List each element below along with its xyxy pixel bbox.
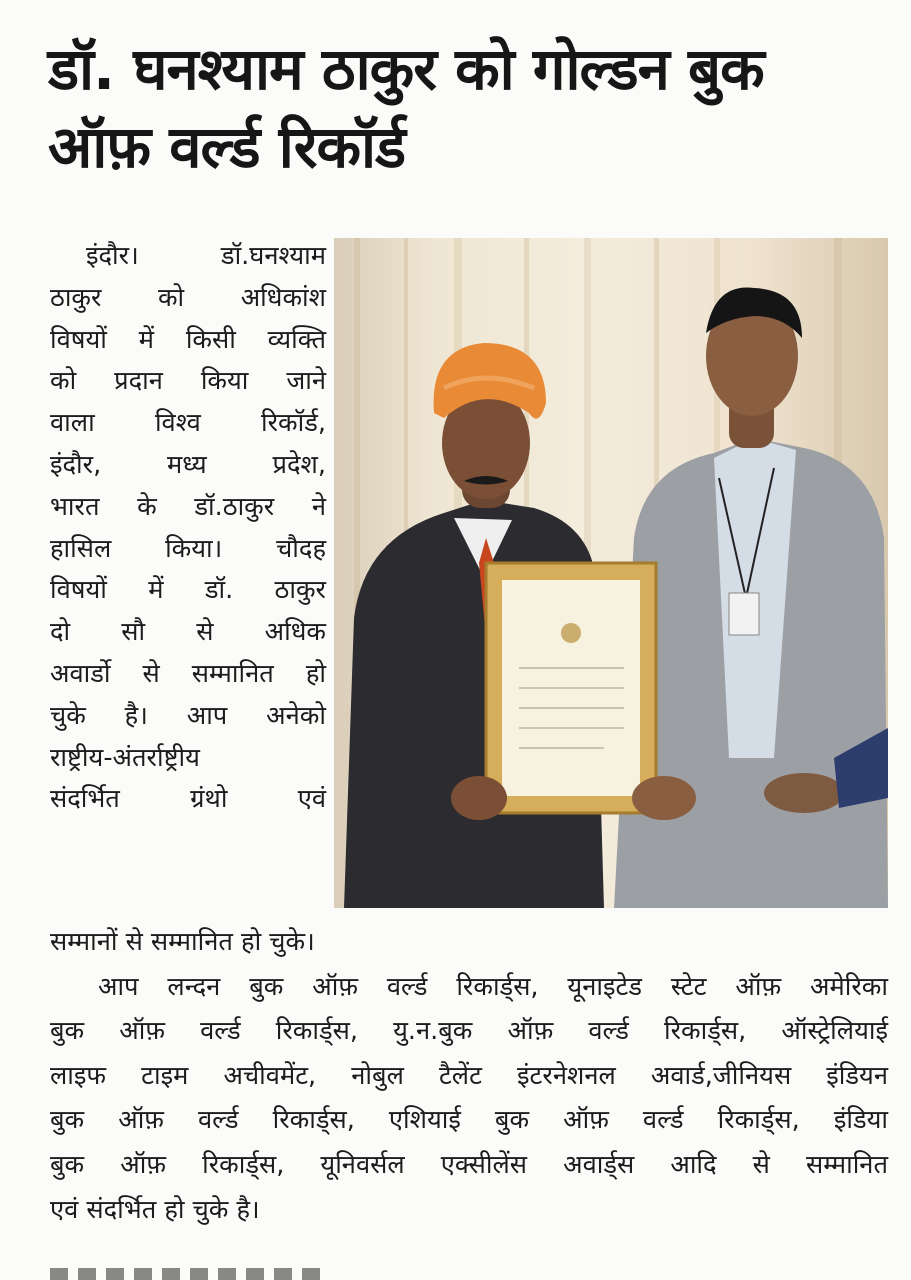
right-man-hand — [632, 776, 696, 820]
text-line: इंदौर। डॉ.घनश्याम — [86, 241, 326, 271]
id-card — [729, 593, 759, 635]
text-line: अवार्डो से सम्मानित हो — [50, 658, 326, 689]
award-ceremony-illustration — [334, 238, 888, 908]
text-line: इंदौर, मध्य प्रदेश, — [50, 449, 326, 480]
text-line: बुक ऑफ़ वर्ल्ड रिकार्ड्स, यु.न.बुक ऑफ़ वर्ल्ड रिकार्ड्स, ऑस्ट्रेलियाई — [50, 1016, 888, 1047]
text-line: को प्रदान किया जाने — [50, 366, 326, 397]
text-line: हासिल किया। चौदह — [50, 533, 326, 564]
text-line: संदर्भित ग्रंथो एवं — [50, 784, 326, 815]
text-line: लाइफ टाइम अचीवमेंट, नोबुल टैलेंट इंटरनेशनल अवार्ड,जीनियस इंडियन — [50, 1060, 888, 1091]
headline-line: डॉ. घनश्याम ठाकुर को गोल्डन बुक — [48, 35, 764, 103]
article-body-text — [50, 920, 888, 1232]
headline — [48, 30, 888, 186]
text-line: विषयों में किसी व्यक्ति — [50, 324, 326, 355]
text-line: राष्ट्रीय-अंतर्राष्ट्रीय — [50, 742, 200, 773]
article-column-text — [50, 236, 326, 821]
text-line: बुक ऑफ़ वर्ल्ड रिकार्ड्स, एशियाई बुक ऑफ़ वर्ल्ड रिकार्ड्स, इंडिया — [50, 1105, 888, 1136]
cropped-next-line — [50, 1268, 330, 1280]
text-line: दो सौ से अधिक — [50, 617, 326, 648]
text-line: भारत के डॉ.ठाकुर ने — [50, 491, 326, 522]
headline-line: ऑफ़ वर्ल्ड रिकॉर्ड — [48, 113, 406, 181]
text-line: एवं संदर्भित हो चुके है। — [50, 1194, 260, 1225]
award-ceremony-photo — [334, 238, 888, 908]
text-line: चुके है। आप अनेको — [50, 700, 326, 731]
third-hand — [764, 773, 844, 813]
text-line: विषयों में डॉ. ठाकुर — [50, 575, 326, 606]
text-line: बुक ऑफ़ रिकार्ड्स, यूनिवर्सल एक्सीलेंस अवार्ड्स आदि से सम्मानित — [50, 1149, 888, 1180]
text-line: सम्मानों से सम्मानित हो चुके। — [50, 927, 315, 957]
left-man-hand — [451, 776, 507, 820]
text-line: आप लन्दन बुक ऑफ़ वर्ल्ड रिकार्ड्स, यूनाइटेड स्टेट ऑफ़ अमेरिका — [98, 971, 888, 1002]
text-line: ठाकुर को अधिकांश — [50, 282, 326, 313]
text-line: वाला विश्व रिकॉर्ड, — [50, 408, 326, 439]
